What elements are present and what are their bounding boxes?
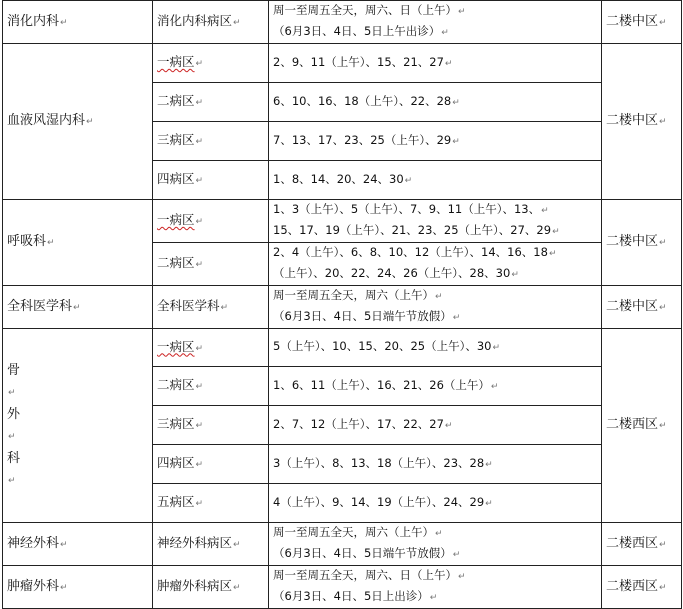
dept-cell: [3, 200, 153, 286]
paragraph-mark-icon: ↵: [195, 98, 204, 108]
dept-label: 血液风湿内科: [7, 113, 86, 128]
dept-label: 肿瘤外科: [7, 578, 60, 594]
ward-label: 一病区: [157, 338, 195, 354]
floor-label: 二楼西区: [606, 535, 659, 551]
floor-cell: [602, 1, 682, 44]
time-line: 3（上午）、8、13、18（上午）、23、28: [273, 455, 485, 470]
paragraph-mark-icon: ↵: [233, 18, 241, 28]
dept-cell: [3, 44, 153, 200]
paragraph-mark-icon: ↵: [195, 421, 204, 431]
time-cell: [269, 445, 602, 484]
paragraph-mark-icon: ↵: [8, 387, 16, 398]
paragraph-mark-icon: ↵: [195, 260, 204, 270]
floor-label: 二楼中区: [606, 113, 659, 128]
ward-cell: [153, 161, 269, 200]
ward-cell: [153, 286, 269, 329]
time-line: 7、13、17、23、25（上午）、29: [273, 132, 452, 147]
dept-label: 呼吸科: [7, 234, 47, 249]
paragraph-mark-icon: ↵: [73, 302, 81, 313]
paragraph-mark-icon: ↵: [429, 593, 438, 603]
ward-cell: [153, 406, 269, 445]
time-line: 5（上午）、10、15、20、25（上午）、30: [273, 339, 492, 353]
paragraph-mark-icon: ↵: [541, 206, 549, 216]
time-line: （6月3日、4日、5日端午节放假）: [273, 546, 452, 560]
table-row: [3, 566, 682, 609]
paragraph-mark-icon: ↵: [195, 499, 204, 509]
paragraph-mark-icon: ↵: [47, 238, 55, 248]
dept-cell: [3, 523, 153, 566]
paragraph-mark-icon: ↵: [195, 343, 204, 354]
time-cell: [269, 243, 602, 286]
time-line: 2、4（上午）、6、8、10、12（上午）、14、16、18: [273, 245, 548, 259]
paragraph-mark-icon: ↵: [435, 292, 443, 302]
dept-label: 神经外科: [7, 535, 60, 551]
ward-cell: [153, 367, 269, 406]
time-line: 2、7、12（上午）、17、22、27: [273, 416, 444, 431]
time-cell: [269, 44, 602, 83]
paragraph-mark-icon: ↵: [86, 117, 94, 127]
time-cell: [269, 1, 602, 44]
paragraph-mark-icon: ↵: [444, 58, 453, 69]
time-line: 周一至周五全天，周六、日（上午）: [273, 3, 457, 17]
paragraph-mark-icon: ↵: [485, 459, 493, 470]
dept-label: 全科医学科: [7, 298, 73, 314]
ward-cell: [153, 445, 269, 484]
paragraph-mark-icon: ↵: [195, 382, 204, 392]
paragraph-mark-icon: ↵: [452, 97, 460, 108]
ward-cell: [153, 243, 269, 286]
time-cell: [269, 566, 602, 609]
paragraph-mark-icon: ↵: [452, 550, 461, 560]
time-line: 周一至周五全天，周六、日（上午）: [273, 568, 457, 582]
dept-label-char: 科 ↵: [7, 448, 152, 492]
ward-cell: [153, 484, 269, 523]
floor-label: 二楼中区: [606, 13, 659, 29]
ward-label: 四病区: [157, 171, 195, 186]
ward-label: 二病区: [157, 93, 195, 108]
ward-cell: [153, 1, 269, 44]
dept-cell: [3, 329, 153, 523]
paragraph-mark-icon: ↵: [659, 582, 667, 593]
paragraph-mark-icon: ↵: [659, 117, 667, 127]
paragraph-mark-icon: ↵: [435, 529, 443, 539]
ward-label: 一病区: [157, 212, 195, 227]
floor-cell: [602, 286, 682, 329]
ward-label: 神经外科病区: [157, 535, 233, 550]
time-line: 周一至周五全天，周六（上午）: [273, 288, 434, 302]
ward-label: 一病区: [157, 54, 195, 69]
time-cell: [269, 484, 602, 523]
paragraph-mark-icon: ↵: [659, 302, 667, 313]
floor-label: 二楼中区: [606, 234, 659, 249]
paragraph-mark-icon: ↵: [195, 176, 204, 186]
paragraph-mark-icon: ↵: [511, 270, 519, 280]
ward-cell: [153, 523, 269, 566]
dept-label-char: 骨 ↵: [7, 360, 152, 404]
paragraph-mark-icon: ↵: [220, 303, 229, 313]
time-line: 2、9、11（上午）、15、21、27: [273, 54, 444, 69]
paragraph-mark-icon: ↵: [552, 227, 560, 237]
time-line: （6月3日、4日、5日上午出诊）: [273, 24, 441, 38]
paragraph-mark-icon: ↵: [444, 420, 453, 431]
time-cell: [269, 523, 602, 566]
paragraph-mark-icon: ↵: [458, 7, 466, 17]
time-cell: [269, 83, 602, 122]
paragraph-mark-icon: ↵: [195, 59, 204, 69]
paragraph-mark-icon: ↵: [195, 460, 204, 470]
time-line: 6、10、16、18（上午）、22、28: [273, 93, 452, 108]
time-line: 4（上午）、9、14、19（上午）、24、29: [273, 494, 485, 509]
ward-cell: [153, 44, 269, 83]
schedule-table: [2, 0, 682, 609]
paragraph-mark-icon: ↵: [441, 28, 449, 38]
ward-label: 五病区: [157, 494, 195, 509]
floor-cell: [602, 523, 682, 566]
table-row: [3, 44, 682, 83]
time-cell: [269, 161, 602, 200]
time-line: （上午）、20、22、24、26（上午）、28、30: [273, 266, 511, 280]
ward-label: 四病区: [157, 455, 195, 470]
paragraph-mark-icon: ↵: [548, 249, 557, 259]
time-line: 1、6、11（上午）、16、21、26（上午）: [273, 377, 490, 392]
paragraph-mark-icon: ↵: [485, 498, 493, 509]
table-row: [3, 286, 682, 329]
ward-cell: [153, 83, 269, 122]
floor-cell: [602, 200, 682, 286]
paragraph-mark-icon: ↵: [233, 583, 241, 593]
paragraph-mark-icon: ↵: [195, 137, 204, 147]
time-cell: [269, 200, 602, 243]
time-line: 1、8、14、20、24、30: [273, 171, 404, 186]
time-cell: [269, 329, 602, 367]
paragraph-mark-icon: ↵: [659, 421, 667, 431]
time-cell: [269, 122, 602, 161]
paragraph-mark-icon: ↵: [452, 313, 461, 323]
paragraph-mark-icon: ↵: [490, 381, 499, 392]
paragraph-mark-icon: ↵: [458, 572, 466, 582]
table-row: [3, 329, 682, 367]
ward-label: 肿瘤外科病区: [157, 578, 233, 593]
floor-label: 二楼西区: [606, 417, 659, 432]
time-cell: [269, 367, 602, 406]
paragraph-mark-icon: ↵: [659, 238, 667, 248]
paragraph-mark-icon: ↵: [233, 540, 241, 550]
table-row: [3, 523, 682, 566]
ward-label: 三病区: [157, 416, 195, 431]
ward-label: 二病区: [157, 377, 195, 392]
ward-cell: [153, 566, 269, 609]
dept-cell: [3, 566, 153, 609]
paragraph-mark-icon: ↵: [60, 582, 68, 593]
floor-cell: [602, 329, 682, 523]
paragraph-mark-icon: ↵: [8, 475, 16, 486]
time-cell: [269, 286, 602, 329]
table-row: [3, 1, 682, 44]
floor-label: 二楼中区: [606, 298, 659, 314]
paragraph-mark-icon: ↵: [659, 539, 667, 550]
ward-label: 消化内科病区: [157, 13, 233, 28]
ward-label: 二病区: [157, 255, 195, 270]
paragraph-mark-icon: ↵: [8, 431, 16, 442]
table-row: [3, 200, 682, 243]
paragraph-mark-icon: ↵: [452, 136, 460, 147]
time-line: （6月3日、4日、5日上出诊）: [273, 589, 429, 603]
paragraph-mark-icon: ↵: [60, 539, 68, 550]
time-line: 1、3（上午）、5（上午）、7、9、11（上午）、13、: [273, 202, 541, 216]
paragraph-mark-icon: ↵: [60, 17, 68, 28]
dept-label: 消化内科: [7, 13, 60, 29]
paragraph-mark-icon: ↵: [195, 217, 204, 227]
floor-cell: [602, 566, 682, 609]
floor-label: 二楼西区: [606, 578, 659, 594]
time-cell: [269, 406, 602, 445]
time-line: 15、17、19（上午）、21、23、25（上午）、27、29: [273, 223, 552, 237]
paragraph-mark-icon: ↵: [404, 175, 413, 186]
dept-cell: [3, 1, 153, 44]
ward-label: 三病区: [157, 132, 195, 147]
time-line: （6月3日、4日、5日端午节放假）: [273, 309, 452, 323]
dept-label-char: 外 ↵: [7, 404, 152, 448]
dept-cell: [3, 286, 153, 329]
ward-label: 全科医学科: [157, 298, 220, 313]
ward-cell: [153, 329, 269, 367]
paragraph-mark-icon: ↵: [659, 17, 667, 28]
paragraph-mark-icon: ↵: [492, 343, 501, 353]
ward-cell: [153, 200, 269, 243]
time-line: 周一至周五全天，周六（上午）: [273, 525, 434, 539]
ward-cell: [153, 122, 269, 161]
floor-cell: [602, 44, 682, 200]
